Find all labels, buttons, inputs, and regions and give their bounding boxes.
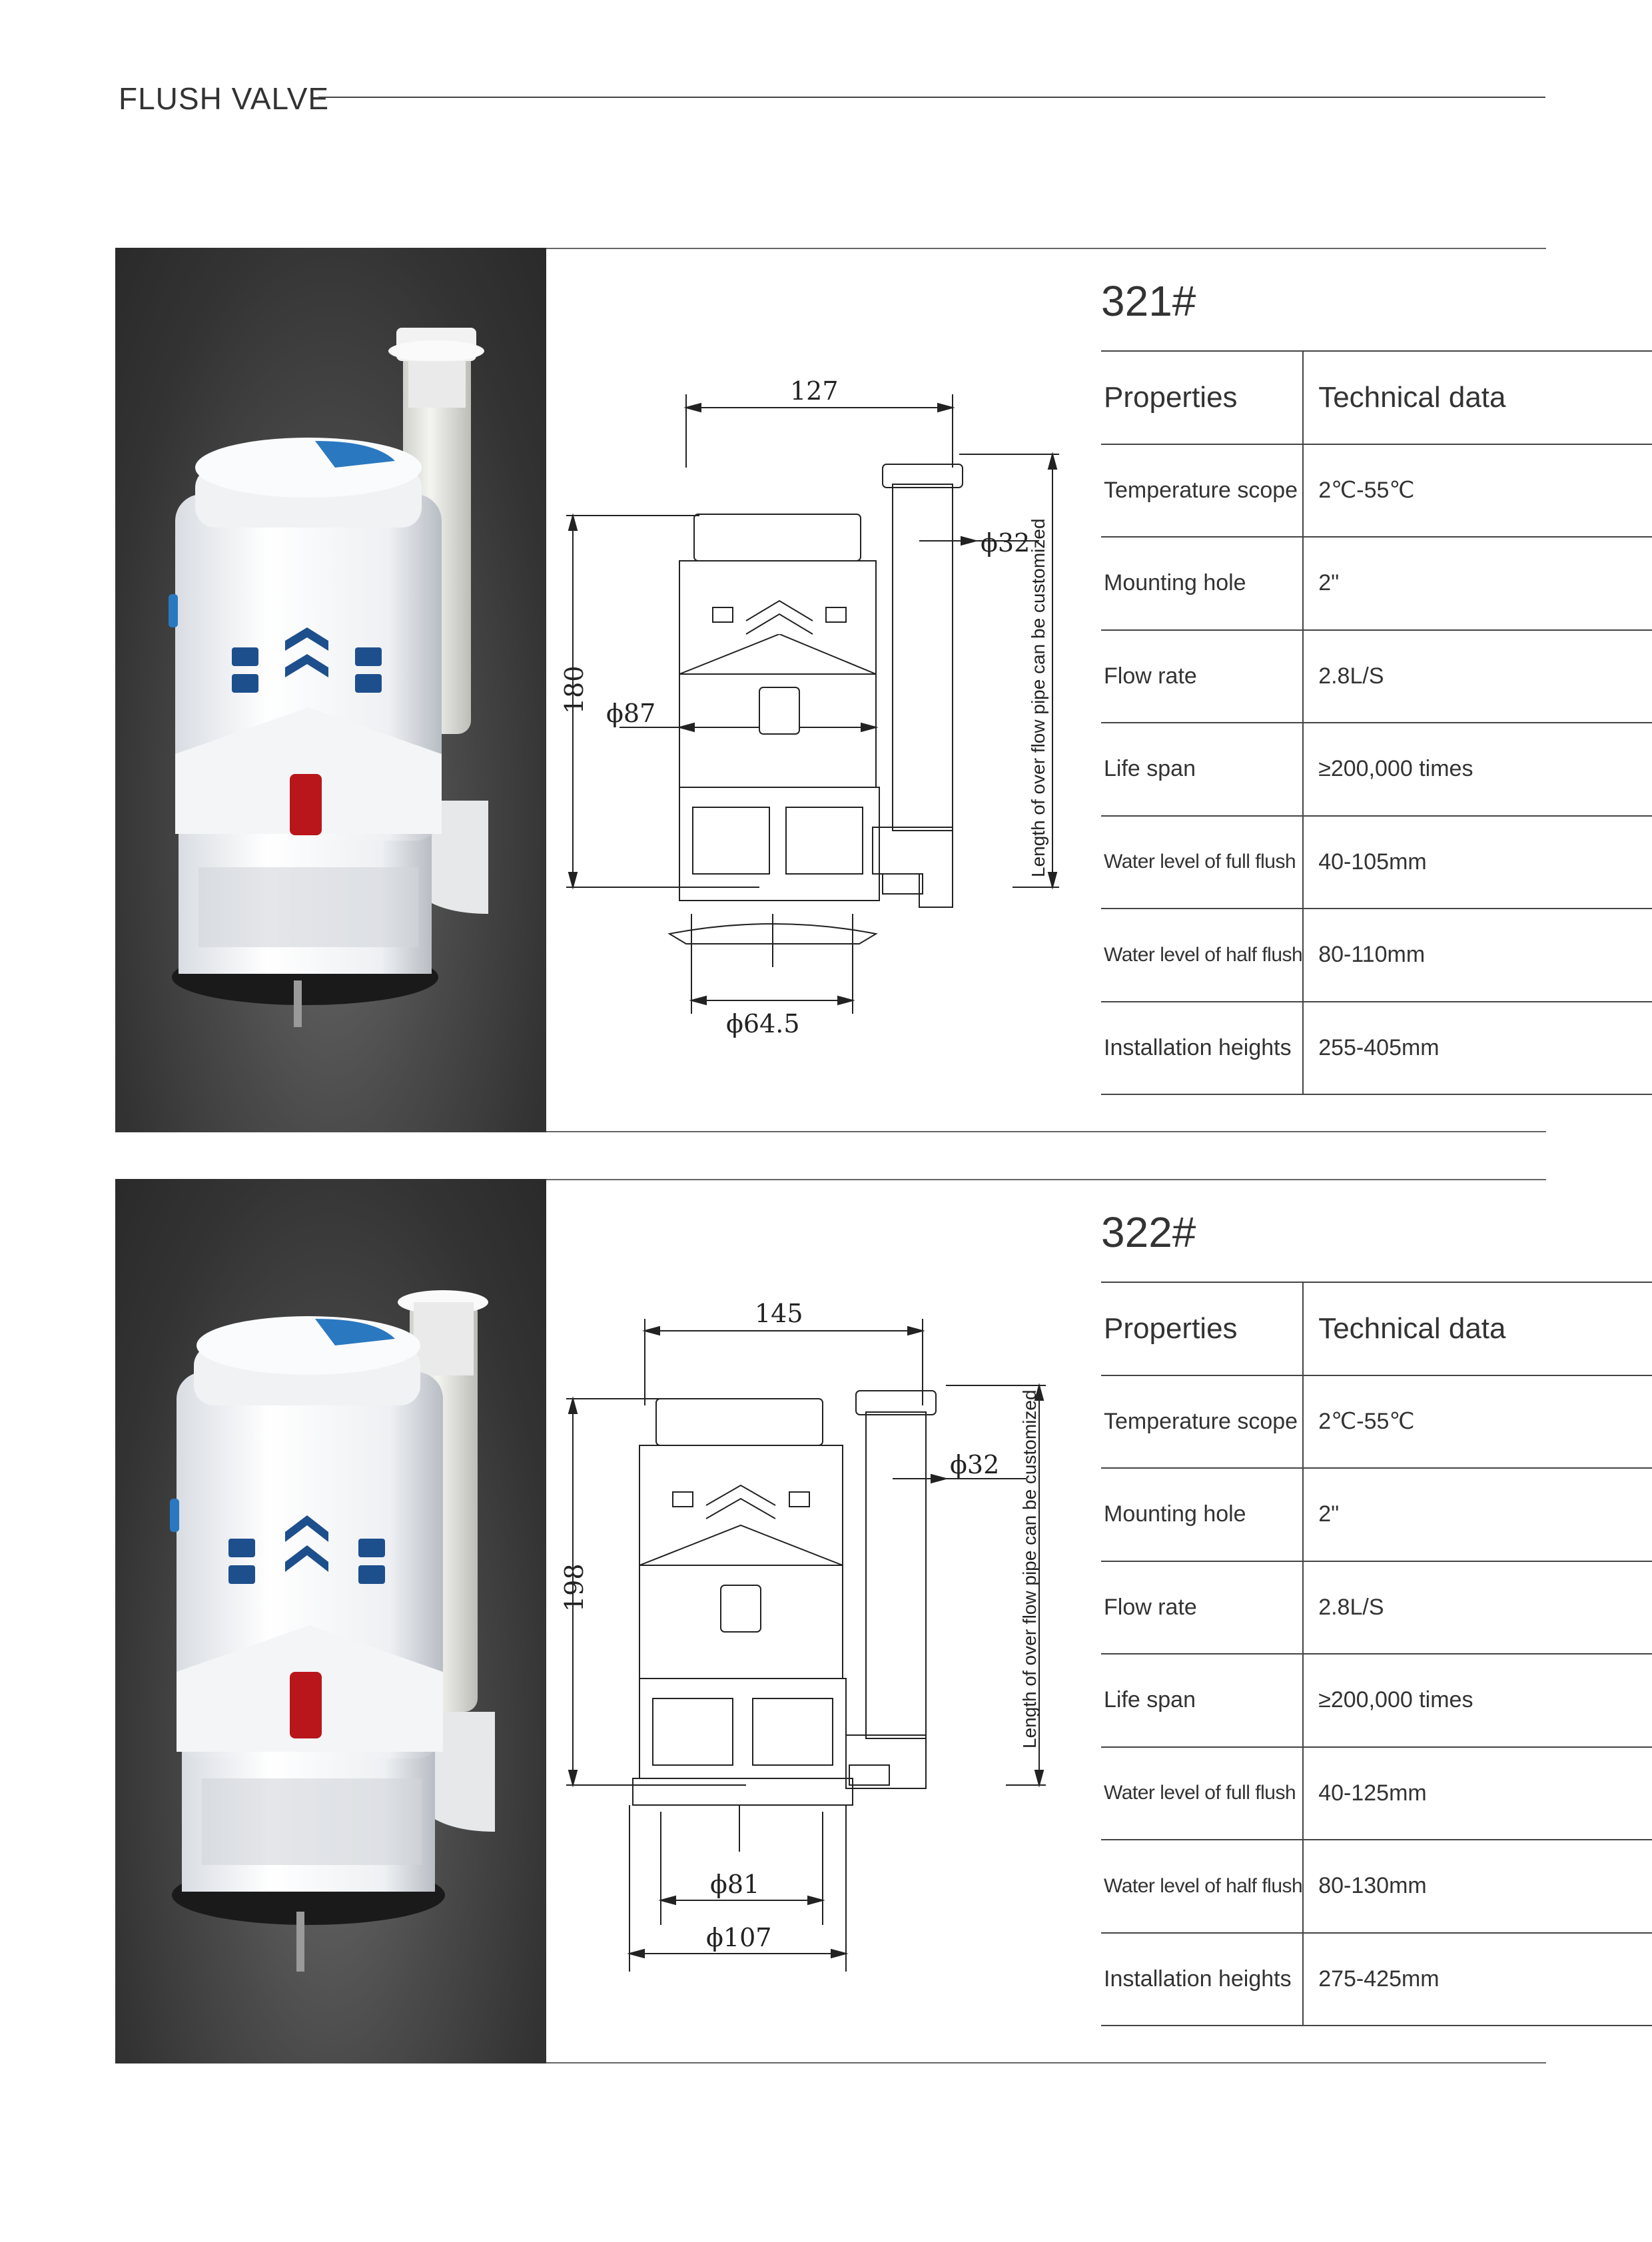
product-photo-322 <box>115 1179 546 2063</box>
row-property: Installation heights <box>1101 1933 1303 2026</box>
row-value: ≥200,000 times <box>1303 1654 1652 1747</box>
width-dim-label: 127 <box>790 376 839 406</box>
row-property: Water level of half flush <box>1101 1840 1303 1933</box>
table-row <box>1101 1468 1652 1561</box>
table-row <box>1101 1654 1652 1747</box>
overflow-note: Length of over flow pipe can be customized <box>1028 518 1048 877</box>
row-property: Mounting hole <box>1101 1468 1303 1561</box>
table-row <box>1101 1933 1652 2026</box>
base-dia-label: ϕ107 <box>706 1923 772 1952</box>
row-value: 40-125mm <box>1303 1747 1652 1840</box>
row-value: 2.8L/S <box>1303 630 1652 723</box>
table-row <box>1101 1375 1652 1469</box>
row-property: Temperature scope <box>1101 444 1303 538</box>
model-number: 322# <box>1101 1208 1196 1256</box>
row-property: Flow rate <box>1101 1561 1303 1655</box>
row-property: Life span <box>1101 1654 1303 1747</box>
row-value: 2" <box>1303 1468 1652 1561</box>
table-row <box>1101 1561 1652 1655</box>
pipe-dia-label: ϕ32 <box>950 1450 1000 1479</box>
row-property: Installation heights <box>1101 1002 1303 1095</box>
height-dim-label: 180 <box>560 665 589 714</box>
header-technical-data: Technical data <box>1303 1282 1652 1375</box>
header-technical-data: Technical data <box>1303 351 1652 444</box>
page-header <box>119 79 1545 119</box>
row-property: Flow rate <box>1101 630 1303 723</box>
table-row <box>1101 1002 1652 1095</box>
row-value: 275-425mm <box>1303 1933 1652 2026</box>
header-properties: Properties <box>1101 351 1303 444</box>
table-row <box>1101 1747 1652 1840</box>
row-property: Water level of half flush <box>1101 909 1303 1002</box>
row-value: 80-130mm <box>1303 1840 1652 1933</box>
row-property: Mounting hole <box>1101 537 1303 630</box>
table-header-row <box>1101 351 1652 444</box>
body-dia-label: ϕ87 <box>606 699 656 728</box>
table-row <box>1101 723 1652 816</box>
row-property: Life span <box>1101 723 1303 816</box>
spec-table-322 <box>1101 1282 1652 2026</box>
base-dia-label: ϕ64.5 <box>726 1009 800 1038</box>
product-photo-321 <box>115 248 546 1132</box>
row-value: 255-405mm <box>1303 1002 1652 1095</box>
table-row <box>1101 816 1652 909</box>
product-322 <box>115 1179 1546 2063</box>
table-header-row <box>1101 1282 1652 1375</box>
row-property: Water level of full flush <box>1101 1747 1303 1840</box>
row-value: 2.8L/S <box>1303 1561 1652 1655</box>
row-property: Temperature scope <box>1101 1375 1303 1469</box>
width-dim-label: 145 <box>755 1299 803 1328</box>
header-properties: Properties <box>1101 1282 1303 1375</box>
header-rule <box>318 97 1545 98</box>
row-value: 80-110mm <box>1303 909 1652 1002</box>
spec-table-321 <box>1101 350 1652 1095</box>
table-row <box>1101 1840 1652 1933</box>
height-dim-label: 198 <box>560 1563 589 1612</box>
row-value: 2℃-55℃ <box>1303 1375 1652 1469</box>
table-row <box>1101 630 1652 723</box>
row-value: ≥200,000 times <box>1303 723 1652 816</box>
model-number: 321# <box>1101 277 1196 325</box>
overflow-note: Length of over flow pipe can be customized <box>1019 1389 1040 1748</box>
page-title: FLUSH VALVE <box>119 81 330 116</box>
table-row <box>1101 537 1652 630</box>
table-row <box>1101 909 1652 1002</box>
pipe-dia-label: ϕ32 <box>981 528 1031 558</box>
row-value: 2" <box>1303 537 1652 630</box>
seal-dia-label: ϕ81 <box>710 1870 760 1899</box>
row-value: 2℃-55℃ <box>1303 444 1652 538</box>
product-321 <box>115 248 1546 1132</box>
row-value: 40-105mm <box>1303 816 1652 909</box>
row-property: Water level of full flush <box>1101 816 1303 909</box>
table-row <box>1101 444 1652 538</box>
